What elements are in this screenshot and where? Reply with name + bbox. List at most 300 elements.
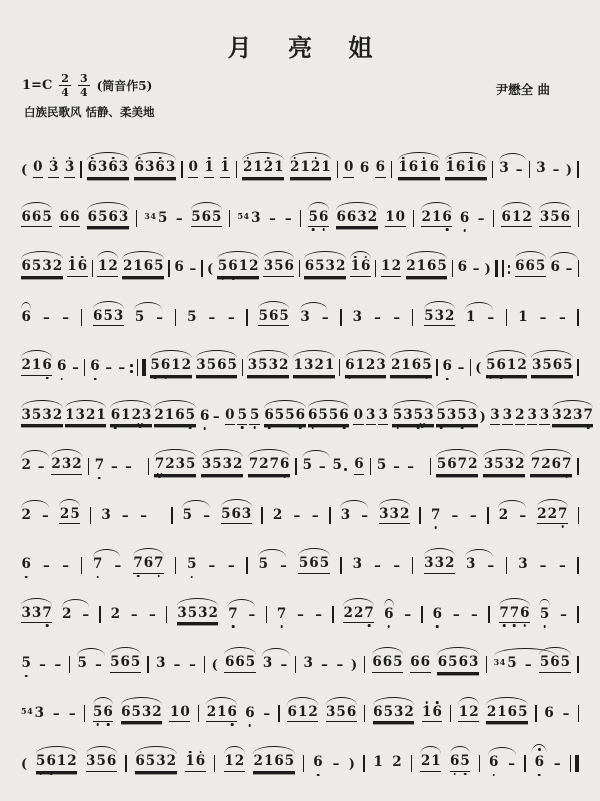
note-digit: 3	[156, 655, 166, 672]
barline	[166, 606, 167, 623]
note-digit: 5	[217, 260, 227, 274]
note-digits	[59, 505, 80, 525]
note-digit: 7	[499, 607, 509, 621]
note-digit: 6	[135, 753, 145, 770]
note-digits	[515, 406, 525, 426]
note-digit: 6	[408, 159, 419, 176]
note-digit: 6	[224, 654, 235, 671]
barline	[148, 458, 149, 475]
note-digit: 3	[141, 703, 152, 720]
note-digit: 6	[21, 308, 31, 325]
note-digit: 3	[251, 209, 261, 226]
note-digit: 6	[410, 654, 420, 671]
note-digits	[169, 703, 190, 723]
note-digit: 1	[350, 260, 360, 274]
note-digit: 6	[525, 258, 535, 275]
note-digit: 3	[222, 456, 233, 473]
note-digit: 2	[152, 703, 162, 720]
barline	[332, 606, 333, 623]
note-digit: 2	[444, 555, 455, 572]
parenthesis: )	[479, 410, 486, 426]
octave-dot-above	[81, 256, 84, 259]
note-digit: 5	[328, 406, 339, 423]
repeat-start	[494, 260, 511, 277]
note-digit: 5	[221, 505, 231, 522]
score-container	[18, 128, 593, 772]
note-digit: 7	[42, 607, 52, 621]
note-group	[298, 557, 329, 574]
note-digit: 2	[52, 258, 63, 275]
note-digits	[134, 308, 145, 327]
note-digits	[392, 406, 434, 426]
note-group	[530, 458, 572, 475]
note-digits	[539, 656, 570, 673]
note-digit: 3	[61, 456, 72, 473]
note-digits	[372, 656, 403, 673]
note-digits	[237, 406, 247, 426]
note-group	[502, 406, 513, 426]
note-digit: 1	[416, 258, 426, 275]
barline	[90, 507, 91, 524]
note-digit: 5	[134, 308, 145, 325]
note-digit: 6	[384, 608, 394, 622]
parenthesis: (	[211, 657, 218, 673]
barline	[329, 507, 330, 524]
note-digit: 6	[501, 208, 511, 225]
note-digit: 6	[231, 505, 241, 522]
octave-dot-above	[138, 157, 141, 160]
note-digit: 6	[110, 409, 120, 423]
score-line	[18, 178, 582, 228]
note-digit: 6	[21, 258, 31, 275]
note-digits	[110, 406, 152, 426]
note-digit: 1	[431, 753, 441, 770]
note-group	[21, 506, 31, 525]
note-digit: 3	[527, 406, 537, 423]
note-group	[51, 458, 82, 475]
note-group	[21, 558, 31, 574]
dash-note: –	[477, 211, 485, 228]
note-digit: 6	[46, 755, 56, 769]
note-digit: 6	[359, 160, 370, 177]
dash-note: –	[121, 508, 129, 525]
note-digit: 5	[130, 654, 141, 671]
note-digit: 3	[48, 161, 58, 175]
barline	[486, 656, 487, 673]
note-digits	[501, 208, 532, 228]
note-digit: 6	[143, 258, 154, 275]
barline	[479, 755, 480, 772]
note-digits	[352, 308, 363, 327]
parenthesis: (	[21, 756, 28, 772]
barline	[578, 705, 579, 722]
note-digit: 5	[110, 654, 120, 671]
note-digit: 6	[544, 704, 554, 721]
note-group	[457, 261, 467, 277]
note-group	[303, 657, 313, 673]
note-digit: 6	[308, 409, 318, 423]
dash-note: –	[374, 557, 381, 574]
barline	[125, 755, 126, 772]
dash-note: –	[336, 656, 344, 673]
note-digit: 3	[21, 604, 31, 621]
note-group	[21, 657, 31, 673]
note-digit: 7	[364, 607, 374, 621]
note-digits	[134, 161, 176, 178]
note-digits	[300, 308, 310, 327]
note-group	[550, 261, 560, 277]
note-digit: 1	[133, 258, 143, 275]
note-group	[206, 703, 237, 723]
note-group	[182, 506, 193, 525]
note-digits	[262, 657, 272, 673]
note-digit: 3	[31, 604, 42, 621]
note-digit: 3	[241, 505, 252, 522]
note-digits	[499, 162, 509, 178]
note-digit: 6	[287, 703, 297, 720]
note-digit: 5	[393, 654, 403, 671]
note-digit: 3	[300, 308, 310, 325]
barline	[364, 656, 365, 673]
note-group	[366, 406, 376, 426]
note-digits	[530, 458, 572, 475]
note-digits	[421, 208, 452, 228]
note-group	[187, 558, 197, 574]
note-group	[174, 261, 184, 277]
note-digit: 3	[118, 159, 129, 176]
note-group	[245, 704, 255, 723]
barline	[524, 755, 525, 772]
note-digits	[354, 458, 364, 475]
barline	[529, 161, 530, 178]
dash-note: –	[469, 508, 477, 525]
note-digit: 6	[274, 753, 284, 770]
barline	[340, 309, 341, 326]
note-digit: 5	[318, 406, 328, 423]
barline	[147, 656, 148, 673]
key-signature	[22, 73, 152, 98]
dash-note: –	[311, 508, 319, 525]
note-digit: 1	[253, 159, 263, 176]
note-digit: 5	[187, 308, 197, 325]
note-digit: 1	[355, 357, 365, 374]
note-digits	[206, 703, 237, 723]
note-digit: 6	[108, 161, 118, 175]
note-digit: 1	[445, 161, 455, 175]
note-digit: 6	[21, 208, 31, 225]
dash-note: –	[111, 458, 118, 475]
octave-dot-below	[587, 426, 590, 429]
note-group	[442, 360, 452, 376]
note-group	[221, 505, 252, 525]
dash-note: –	[558, 557, 566, 574]
note-group	[539, 656, 570, 673]
note-group	[287, 703, 318, 723]
note-digit: 5	[212, 456, 222, 473]
note-digits	[204, 161, 214, 178]
note-digit: 5	[298, 555, 309, 572]
note-digits	[352, 558, 362, 574]
note-digit: 7	[583, 409, 593, 423]
note-digit: 6	[90, 360, 100, 374]
barline	[181, 161, 182, 178]
note-group	[353, 406, 364, 426]
note-digit: 5	[518, 703, 528, 720]
note-group	[488, 756, 498, 772]
note-digits	[376, 459, 386, 475]
meta-row	[18, 73, 582, 98]
note-digit: 5	[77, 655, 87, 672]
note-group	[450, 755, 471, 772]
note-digit: 6	[70, 208, 80, 225]
note-digits	[457, 261, 467, 277]
note-digit: 6	[496, 359, 506, 373]
note-digit: 6	[195, 755, 205, 769]
note-digits	[182, 506, 193, 525]
note-digit: 5	[70, 505, 80, 522]
note-digits	[156, 657, 166, 673]
barline	[370, 458, 371, 475]
barline	[488, 606, 489, 623]
note-digits	[534, 756, 544, 772]
dash-note: –	[393, 557, 401, 574]
barline	[339, 359, 340, 376]
note-digit: 5	[560, 654, 571, 671]
note-group	[191, 208, 222, 228]
note-digit: 1	[465, 308, 476, 325]
note-digit: 6	[507, 703, 518, 720]
note-digit: 0	[395, 208, 406, 225]
note-group	[204, 161, 214, 178]
note-digits	[217, 260, 259, 277]
note-digit: 1	[511, 208, 522, 225]
note-digit: 3	[118, 208, 129, 225]
note-digits	[539, 406, 550, 426]
note-group	[421, 208, 452, 228]
note-digit: 6	[450, 755, 460, 769]
note-digit: 1	[204, 161, 214, 175]
note-digits	[21, 406, 63, 426]
note-group	[498, 506, 509, 525]
dash-note: –	[62, 557, 70, 574]
barline	[175, 557, 176, 574]
note-digit: 1	[31, 357, 42, 374]
note-digits	[379, 505, 410, 525]
octave-dot-above	[402, 157, 405, 160]
note-digits	[187, 558, 197, 574]
final-barline	[569, 755, 580, 772]
barline	[452, 260, 453, 277]
note-group	[224, 755, 245, 772]
note-digit: 7	[562, 458, 572, 472]
note-group	[185, 755, 206, 772]
note-group	[536, 162, 546, 178]
barline	[236, 161, 237, 178]
note-digit: 6	[280, 458, 290, 472]
note-digits	[420, 755, 441, 772]
barline	[201, 260, 202, 277]
note-digit: 1	[121, 406, 131, 423]
note-group	[350, 260, 371, 277]
octave-dot-above	[199, 751, 202, 754]
note-group	[67, 260, 88, 277]
note-digits	[87, 208, 129, 228]
note-digit: 3	[467, 406, 478, 423]
repeat-dots	[130, 364, 133, 373]
note-digit: 3	[141, 406, 152, 423]
note-group	[262, 657, 272, 673]
note-group	[376, 459, 386, 475]
note-digit: 6	[382, 654, 393, 671]
note-digit: 2	[110, 605, 121, 622]
dash-note: –	[118, 359, 126, 376]
note-digit: 2	[85, 406, 96, 423]
note-group	[537, 505, 568, 525]
note-digit: 0	[188, 159, 198, 176]
note-digit: 1	[381, 258, 391, 275]
dash-note: –	[472, 260, 480, 277]
note-group	[93, 307, 124, 327]
note-group	[302, 459, 312, 475]
note-digits	[21, 604, 52, 624]
note-group	[539, 605, 550, 624]
note-group	[276, 605, 287, 624]
note-group	[258, 558, 268, 574]
note-digit: 5	[376, 457, 387, 474]
note-digit: 6	[420, 654, 431, 671]
dash-note: –	[52, 706, 60, 723]
octave-dot-above	[364, 256, 367, 259]
barline	[214, 755, 215, 772]
note-digits	[276, 605, 287, 624]
note-digits	[34, 704, 45, 723]
note-group	[21, 406, 63, 426]
note-digits	[87, 161, 129, 178]
note-group	[21, 604, 52, 624]
note-digit: 2	[181, 357, 192, 374]
dash-note: –	[565, 260, 573, 277]
transposition-note: (筒音作5)	[96, 79, 153, 94]
note-digit: 3	[156, 753, 166, 770]
note-digits	[422, 703, 443, 723]
octave-dot-above	[423, 157, 426, 160]
barline	[136, 210, 137, 227]
note-group	[534, 756, 544, 772]
octave-dot-below	[317, 774, 320, 777]
note-digits	[122, 260, 164, 277]
note-digits	[225, 406, 235, 426]
note-digit: 5	[227, 357, 237, 374]
note-digit: 5	[383, 703, 393, 720]
note-digit: 6	[120, 654, 130, 671]
note-digit: 5	[206, 357, 217, 374]
note-digit: 2	[515, 406, 525, 423]
note-digit: 2	[166, 753, 177, 770]
note-digit: 1	[169, 703, 180, 720]
note-digits	[531, 359, 573, 376]
note-digits	[424, 557, 455, 574]
score-line	[18, 326, 582, 376]
note-group	[200, 407, 210, 426]
note-digit: 6	[31, 208, 42, 225]
note-group	[290, 161, 332, 178]
note-digits	[90, 360, 100, 376]
note-digit: 6	[319, 211, 329, 225]
note-digit: 5	[437, 258, 447, 275]
note-digit: 1	[300, 159, 310, 176]
note-digit: 5	[36, 755, 46, 769]
note-digits	[248, 458, 290, 475]
dash-note: –	[248, 607, 256, 624]
note-digit: 6	[345, 359, 355, 373]
note-digits	[515, 260, 546, 277]
note-group	[539, 406, 550, 426]
note-digits	[21, 260, 63, 277]
note-digits	[200, 407, 210, 426]
note-digit: 2	[122, 258, 133, 275]
dash-note: –	[189, 260, 197, 277]
note-group	[437, 656, 479, 673]
note-digit: 6	[56, 360, 66, 374]
note-digit: 3	[42, 406, 52, 423]
note-digits	[373, 756, 383, 772]
note-group	[332, 459, 348, 475]
grace-notes: 34	[144, 211, 157, 222]
note-digits	[251, 209, 261, 228]
note-group	[539, 208, 571, 228]
repeat-end	[129, 359, 146, 376]
dash-note: –	[487, 557, 495, 574]
note-digit: 5	[460, 755, 470, 769]
note-digit: 1	[419, 161, 429, 175]
note-digit: 2	[391, 258, 401, 275]
grace-notes: 54	[21, 706, 34, 717]
style-marking: 白族民歌风 恬静、柔美地	[24, 105, 155, 120]
note-digits	[507, 657, 517, 673]
note-digits	[133, 557, 164, 574]
note-digit: 5	[542, 357, 552, 374]
note-digit: 7	[430, 509, 440, 523]
octave-dot-above	[354, 256, 357, 259]
meter-denominator: 4	[61, 85, 69, 99]
note-group	[263, 260, 294, 277]
note-group	[501, 208, 532, 228]
note-digits	[121, 703, 163, 723]
note-digits	[340, 506, 351, 525]
dash-note: –	[82, 607, 90, 624]
note-digits	[486, 359, 528, 376]
note-group	[336, 208, 378, 228]
note-group	[21, 704, 45, 723]
note-group	[445, 161, 487, 178]
note-group	[381, 260, 402, 277]
dash-note: –	[212, 409, 220, 426]
note-digits	[432, 605, 443, 624]
note-digit: 3	[175, 456, 186, 473]
dash-note: –	[407, 458, 414, 475]
note-group	[110, 605, 121, 624]
note-digits	[381, 260, 402, 277]
note-group	[56, 360, 66, 376]
note-group	[187, 308, 197, 327]
note-digits	[253, 755, 295, 772]
note-digit: 2	[21, 357, 31, 374]
note-group	[458, 703, 479, 723]
note-digit: 5	[249, 409, 259, 423]
note-group	[154, 406, 196, 426]
note-digits	[303, 657, 313, 673]
note-digit: 6	[269, 307, 279, 324]
